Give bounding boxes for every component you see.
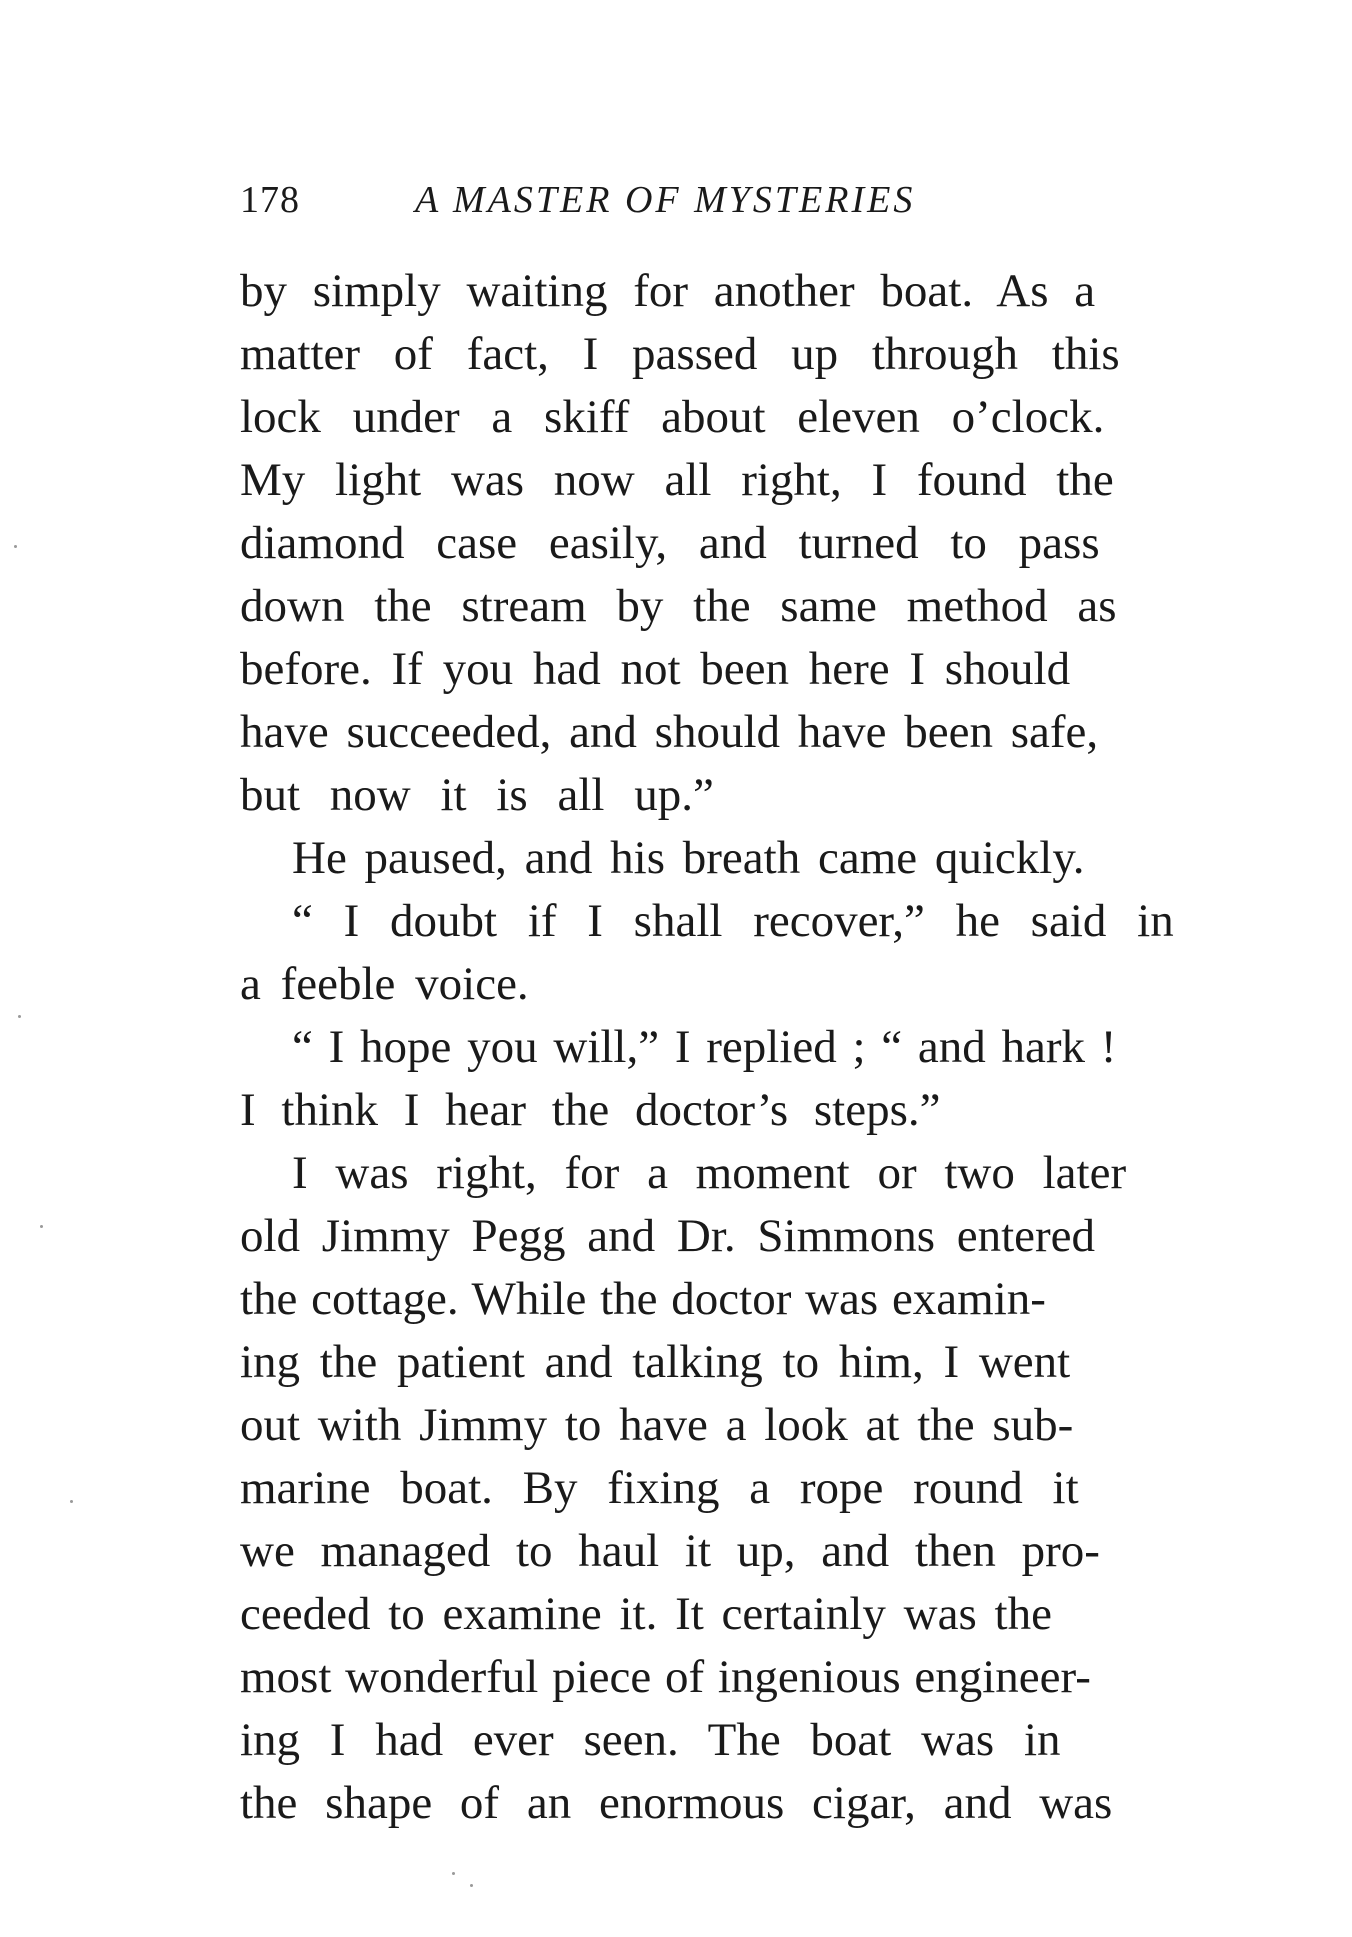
text-line: diamond case easily, and turned to pass [240, 517, 1100, 569]
text-line: by simply waiting for another boat. As a [240, 265, 1096, 317]
text-line: ing I had ever seen. The boat was in [240, 1714, 1061, 1766]
running-title: A MASTER OF MYSTERIES [415, 179, 916, 221]
text-line: but now it is all up.” [240, 769, 714, 821]
text-line: lock under a skiff about eleven o’clock. [240, 391, 1105, 443]
paper-speck [40, 1225, 43, 1228]
page-header [240, 170, 1180, 230]
text-line: I think I hear the doctor’s steps.” [240, 1084, 941, 1136]
paper-speck [70, 1500, 73, 1503]
text-line: I was right, for a moment or two later [292, 1147, 1127, 1199]
text-line: He paused, and his breath came quickly. [292, 832, 1085, 884]
text-line: “ I hope you will,” I replied ; “ and hark ! [292, 1021, 1117, 1073]
text-line: down the stream by the same method as [240, 580, 1117, 632]
text-line: we managed to haul it up, and then pro- [240, 1525, 1100, 1577]
text-line: “ I doubt if I shall recover,” he said in [292, 895, 1174, 947]
page-number: 178 [240, 179, 300, 221]
text-line: the shape of an enormous cigar, and was [240, 1777, 1113, 1829]
text-line: before. If you had not been here I should [240, 643, 1071, 695]
text-line: most wonderful piece of ingenious engineer- [240, 1651, 1091, 1703]
text-line: have succeeded, and should have been safe, [240, 706, 1099, 758]
text-line: a feeble voice. [240, 958, 529, 1010]
paper-speck [14, 545, 17, 548]
paper-speck [470, 1884, 473, 1887]
body-text [240, 260, 1180, 1835]
paper-speck [18, 1015, 21, 1018]
text-line: My light was now all right, I found the [240, 454, 1114, 506]
text-line: out with Jimmy to have a look at the sub- [240, 1399, 1074, 1451]
paper-speck [452, 1872, 455, 1875]
text-line: the cottage. While the doctor was examin- [240, 1273, 1046, 1325]
text-line: marine boat. By fixing a rope round it [240, 1462, 1079, 1514]
text-line: ceeded to examine it. It certainly was the [240, 1588, 1052, 1640]
text-line: matter of fact, I passed up through this [240, 328, 1120, 380]
text-line: ing the patient and talking to him, I went [240, 1336, 1071, 1388]
text-line: old Jimmy Pegg and Dr. Simmons entered [240, 1210, 1096, 1262]
